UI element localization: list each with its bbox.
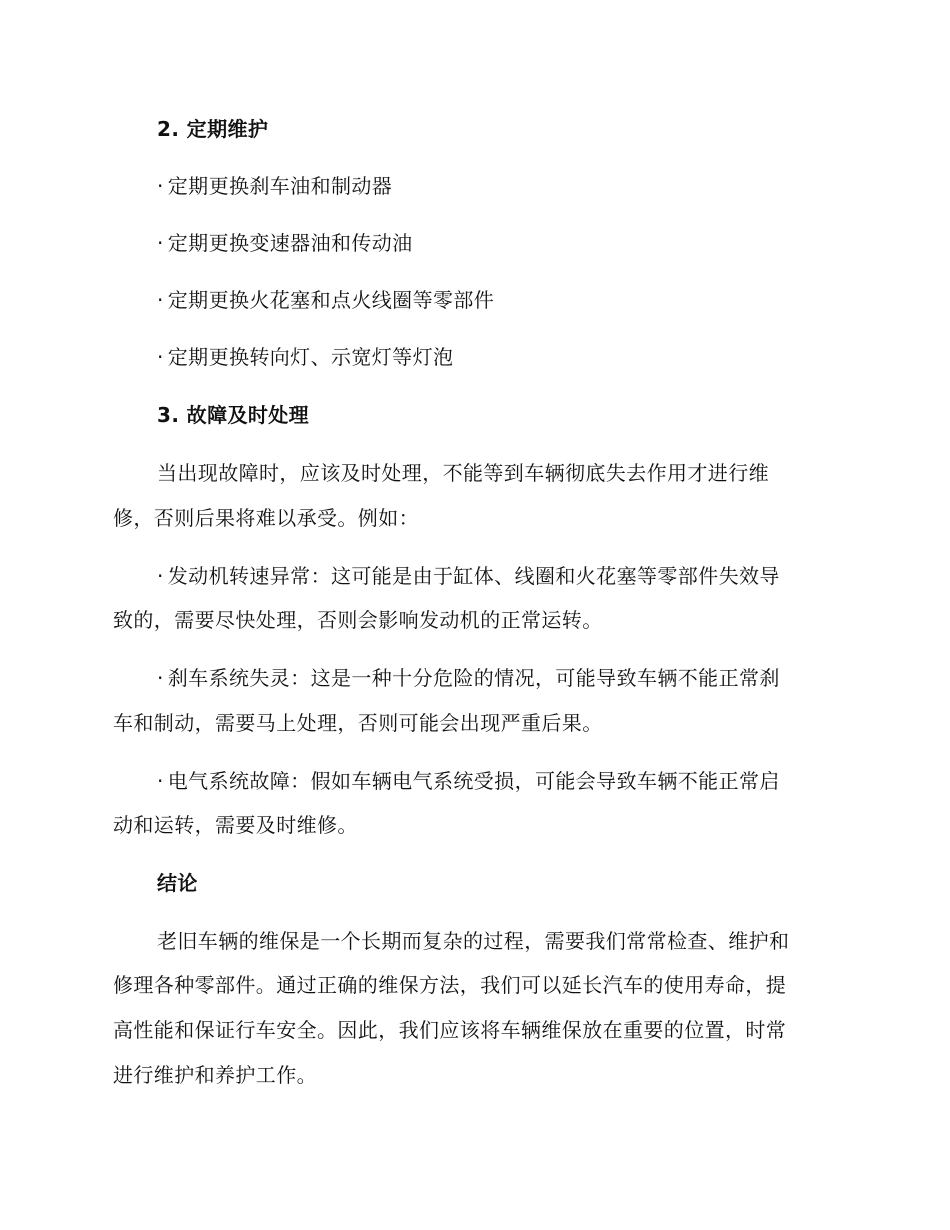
bullet-item	[157, 173, 392, 199]
paragraph-line: 进行维护和养护工作。	[113, 1063, 317, 1087]
bullet-text: 定期更换转向灯、示宽灯等灯泡	[167, 345, 454, 369]
paragraph-line: 修理各种零部件。通过正确的维保方法，我们可以延长汽车的使用寿命，提	[113, 973, 787, 997]
fault-item	[157, 563, 780, 589]
fault-item	[157, 665, 780, 691]
paragraph-line: 修，否则后果将难以承受。例如：	[113, 506, 419, 530]
fault-item	[157, 768, 780, 794]
bullet-dot: ·	[157, 174, 164, 198]
bullet-item	[157, 344, 453, 370]
bullet-text: 定期更换变速器油和传动油	[167, 231, 413, 255]
bullet-dot: ·	[157, 666, 164, 690]
paragraph-line: 老旧车辆的维保是一个长期而复杂的过程，需要我们常常检查、维护和	[157, 929, 790, 953]
paragraph-line: 动和运转，需要及时维修。	[113, 813, 358, 837]
fault-text: 电气系统故障：假如车辆电气系统受损，可能会导致车辆不能正常启	[167, 769, 780, 793]
paragraph-line: 车和制动，需要马上处理，否则可能会出现严重后果。	[113, 711, 603, 735]
section-heading: 3. 故障及时处理	[157, 403, 310, 427]
bullet-dot: ·	[157, 231, 164, 255]
paragraph-line: 高性能和保证行车安全。因此，我们应该将车辆维保放在重要的位置，时常	[113, 1018, 787, 1042]
section-heading: 2. 定期维护	[157, 117, 269, 141]
bullet-text: 定期更换火花塞和点火线圈等零部件	[167, 288, 495, 312]
bullet-item	[157, 230, 413, 256]
bullet-dot: ·	[157, 769, 164, 793]
conclusion-heading: 结论	[157, 871, 198, 895]
bullet-dot: ·	[157, 564, 164, 588]
bullet-dot: ·	[157, 288, 164, 312]
paragraph-line: 致的，需要尽快处理，否则会影响发动机的正常运转。	[113, 608, 603, 632]
paragraph-line: 当出现故障时，应该及时处理，不能等到车辆彻底失去作用才进行维	[157, 461, 769, 485]
fault-text: 发动机转速异常：这可能是由于缸体、线圈和火花塞等零部件失效导	[167, 564, 780, 588]
bullet-dot: ·	[157, 345, 164, 369]
bullet-text: 定期更换刹车油和制动器	[167, 174, 393, 198]
bullet-item	[157, 287, 494, 313]
fault-text: 刹车系统失灵：这是一种十分危险的情况，可能导致车辆不能正常刹	[167, 666, 780, 690]
